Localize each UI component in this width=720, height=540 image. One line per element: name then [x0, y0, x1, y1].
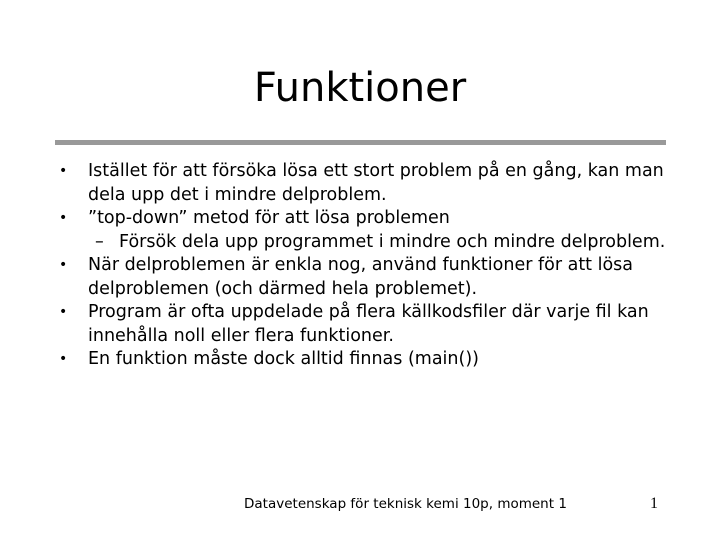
slide-title: Funktioner — [253, 65, 467, 111]
bullet-dot-icon: • — [59, 257, 68, 273]
bullet-dot-icon: • — [59, 351, 68, 367]
bullet-item — [55, 348, 675, 372]
slide-footer: Datavetenskap för teknisk kemi 10p, moment 1 — [244, 496, 567, 512]
page-number: 1 — [650, 495, 658, 512]
bullet-text: En funktion måste dock alltid finnas (main()) — [88, 349, 479, 369]
title-divider — [55, 140, 666, 145]
dash-icon: – — [95, 231, 104, 252]
bullet-item — [55, 301, 675, 348]
sub-bullet-item — [55, 231, 675, 255]
bullet-text: Program är ofta uppdelade på flera källkodsfiler där varje fil kan innehålla noll eller flera funktioner. — [88, 302, 649, 346]
bullet-text: Istället för att försöka lösa ett stort problem på en gång, kan man dela upp det i mindre delproblem. — [88, 161, 664, 205]
bullet-item — [55, 254, 675, 301]
bullet-item — [55, 207, 675, 231]
bullet-dot-icon: • — [59, 163, 68, 179]
bullet-dot-icon: • — [59, 304, 68, 320]
bullet-text: ”top-down” metod för att lösa problemen — [88, 208, 450, 228]
bullet-item — [55, 160, 675, 207]
bullet-list — [55, 160, 675, 372]
bullet-text: När delproblemen är enkla nog, använd funktioner för att lösa delproblemen (och därmed hela problemet). — [88, 255, 634, 299]
bullet-dot-icon: • — [59, 210, 68, 226]
sub-bullet-text: Försök dela upp programmet i mindre och mindre delproblem. — [119, 231, 666, 252]
